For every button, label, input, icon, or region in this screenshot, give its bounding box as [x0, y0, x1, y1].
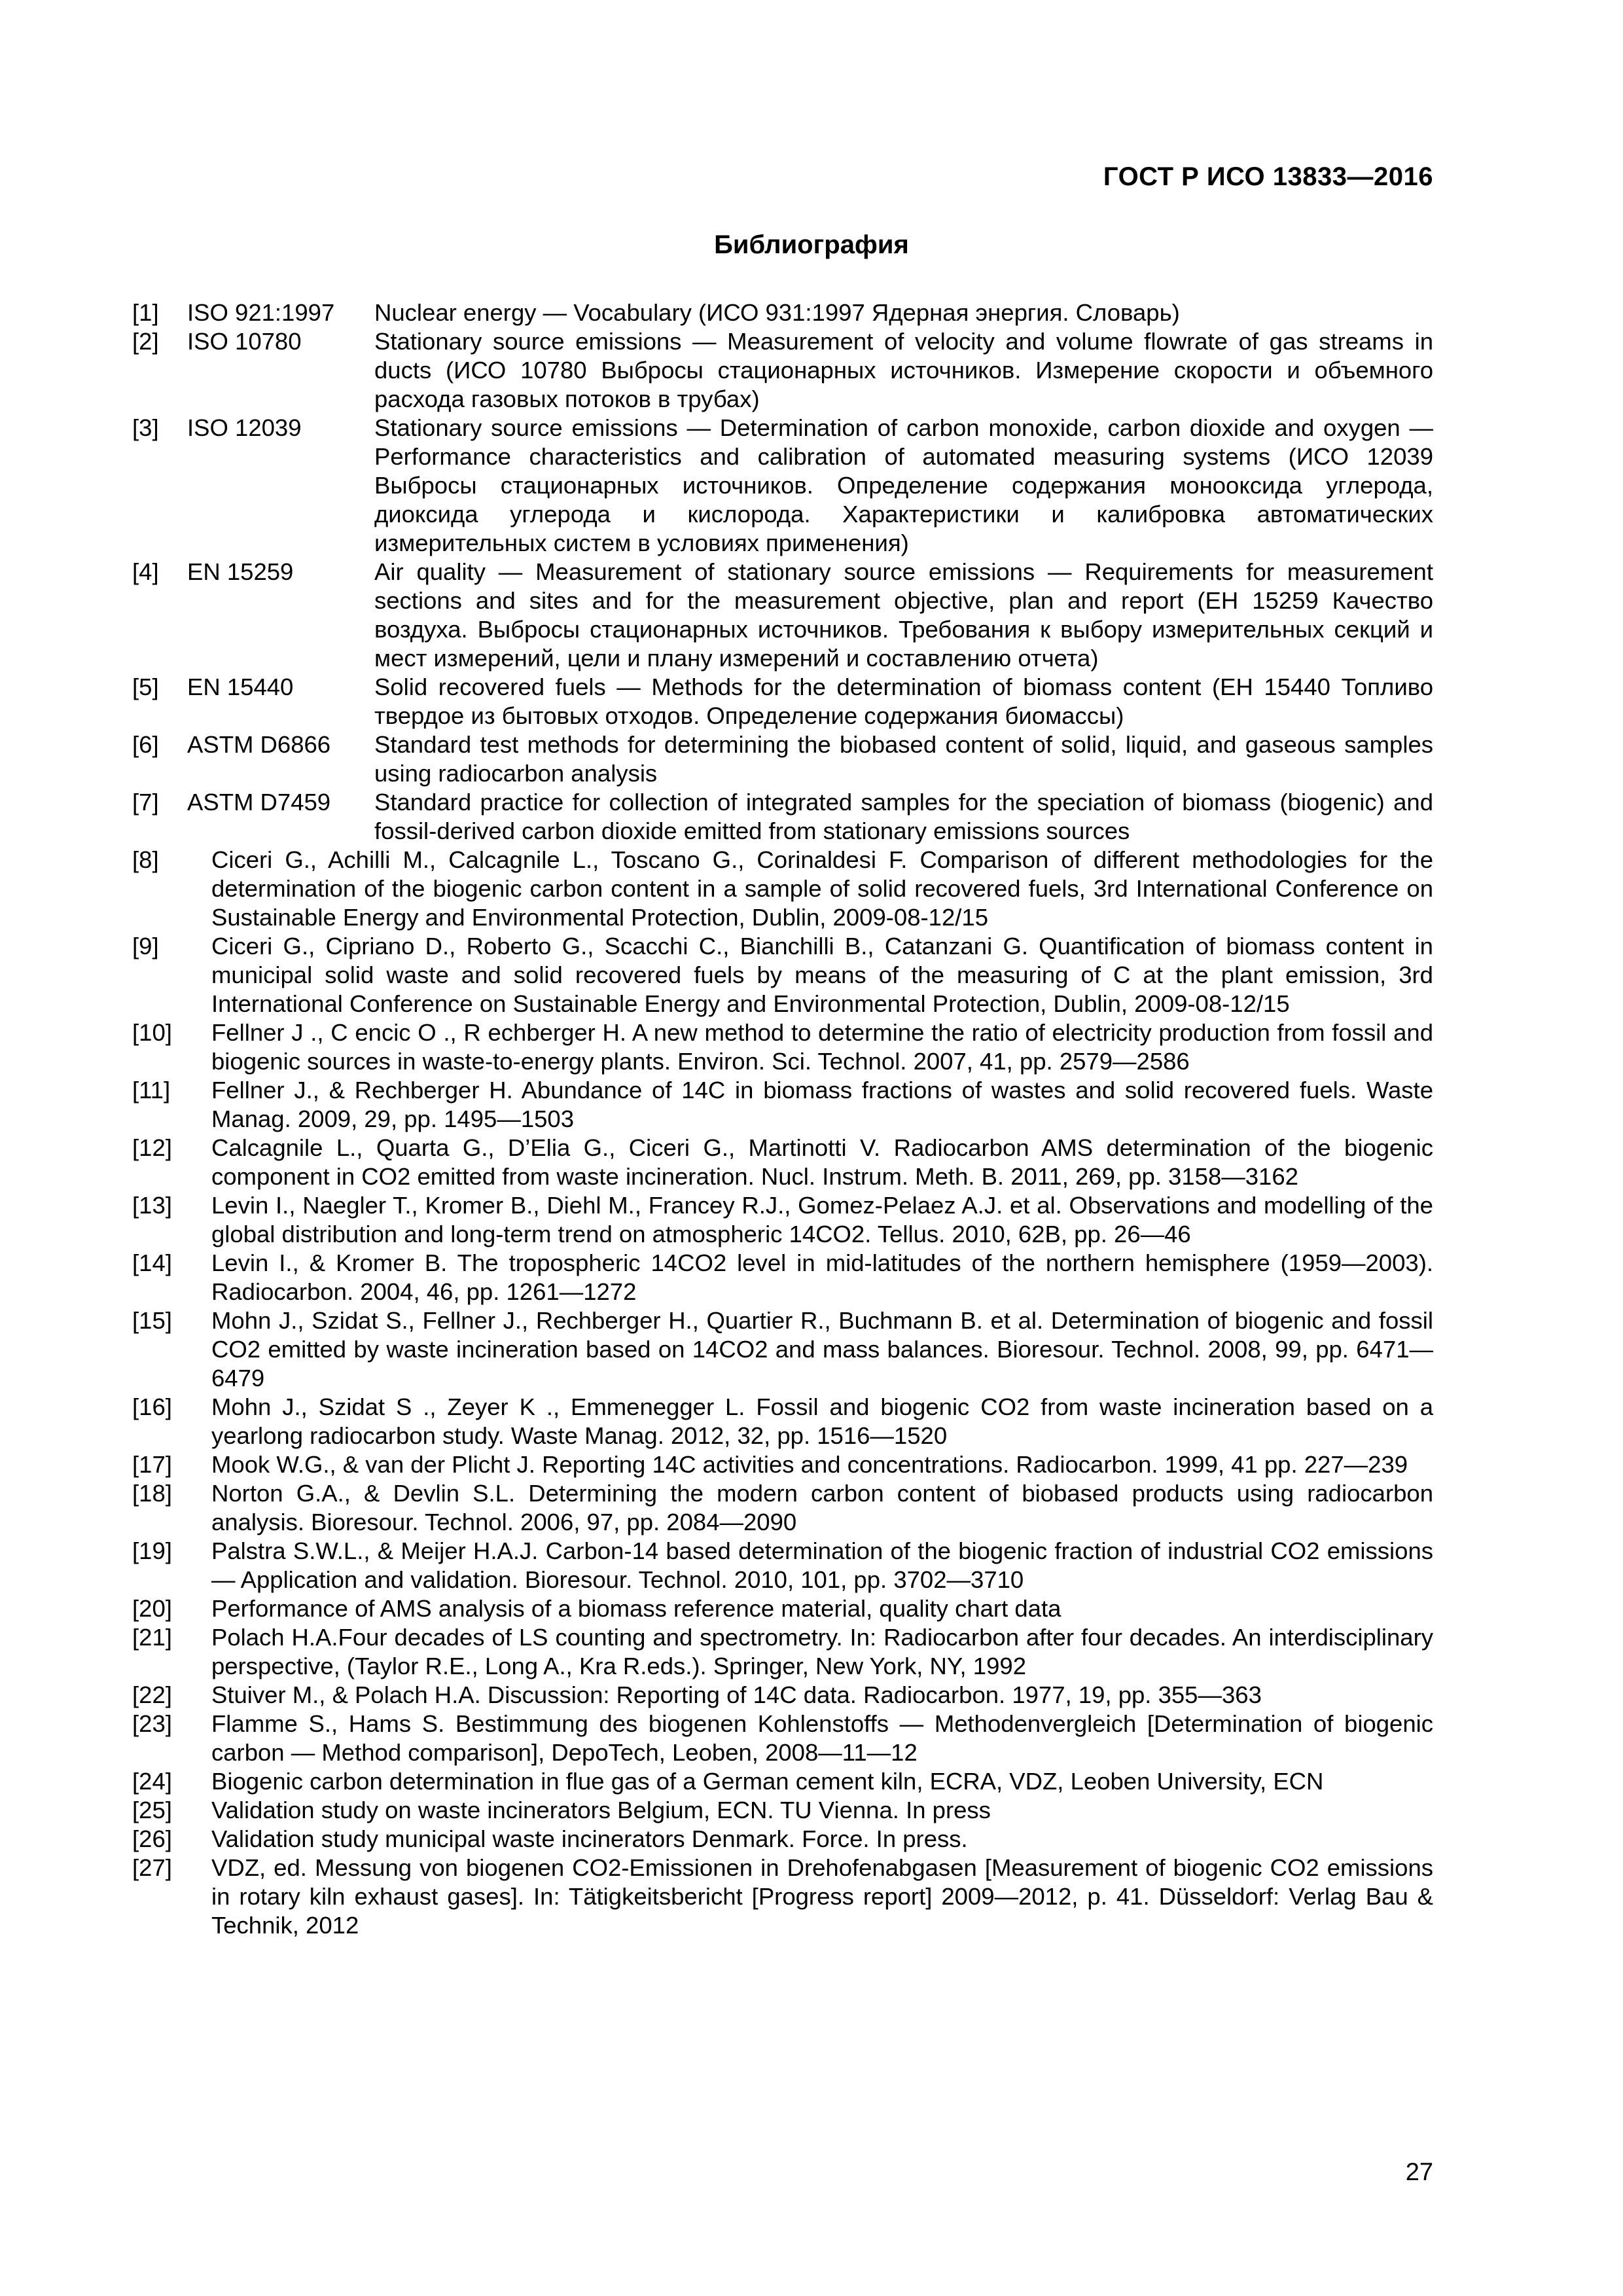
reference-item [132, 1450, 1433, 1479]
reference-code: EN 15440 [187, 673, 294, 700]
reference-text: Validation study municipal waste incinerators Denmark. Force. In press. [211, 1825, 968, 1852]
reference-number: [14] [132, 1249, 172, 1276]
reference-item [132, 298, 1433, 327]
reference-number: [4] [132, 558, 159, 585]
reference-text: Stationary source emissions — Determination of carbon monoxide, carbon dioxide and oxygen — Performance characteristics and calibration of automated measuring systems (ИСО 12039 Выбросы стационарных источников. Определение содержания монооксида углерода, диоксида углерода и кислорода. Характеристики и калибровка автоматических измерительных систем в условиях применения) [374, 414, 1433, 556]
reference-text: Validation study on waste incinerators Belgium, ECN. TU Vienna. In press [211, 1797, 991, 1823]
reference-code: EN 15259 [187, 558, 294, 585]
reference-item [132, 1623, 1433, 1681]
reference-text: VDZ, ed. Messung von biogenen CO2-Emissionen in Drehofenabgasen [Measurement of biogenic CO2 emissions in rotary kiln exhaust gases]. In: Tätigkeitsbericht [Progress report] 2009—2012, p. 41. Düsseldorf: Verlag Bau & Technik, 2012 [211, 1854, 1433, 1939]
reference-item [132, 1018, 1433, 1076]
reference-item [132, 1796, 1433, 1825]
reference-text: Polach H.A.Four decades of LS counting and spectrometry. In: Radiocarbon after four decades. An interdisciplinary perspective, (Taylor R.E., Long A., Kra R.eds.). Springer, New York, NY, 1992 [211, 1624, 1433, 1679]
reference-number: [12] [132, 1134, 172, 1161]
reference-code: ASTM D6866 [187, 731, 331, 758]
reference-item [132, 1479, 1433, 1537]
reference-item [132, 1825, 1433, 1854]
reference-text: Mohn J., Szidat S., Fellner J., Rechberger H., Quartier R., Buchmann B. et al. Determination of biogenic and fossil CO2 emitted by waste incineration based on 14CO2 and mass balances. Bioresour. Technol. 2008, 99, pp. 6471—6479 [211, 1307, 1433, 1391]
reference-text: Biogenic carbon determination in flue gas of a German cement kiln, ECRA, VDZ, Leoben University, ECN [211, 1768, 1324, 1795]
reference-number: [10] [132, 1019, 172, 1046]
reference-number: [25] [132, 1797, 172, 1823]
reference-item [132, 1710, 1433, 1767]
reference-number: [15] [132, 1307, 172, 1334]
reference-text: Stationary source emissions — Measurement of velocity and volume flowrate of gas streams in ducts (ИСО 10780 Выбросы стационарных источников. Измерение скорости и объемного расхода газовых потоков в трубах) [374, 328, 1433, 412]
reference-code: ISO 921:1997 [187, 299, 335, 326]
reference-code: ISO 10780 [187, 328, 302, 355]
reference-text: Palstra S.W.L., & Meijer H.A.J. Carbon-14 based determination of the biogenic fraction of industrial CO2 emissions — Application and validation. Bioresour. Technol. 2010, 101, pp. 3702—3710 [211, 1537, 1433, 1593]
reference-number: [6] [132, 731, 159, 758]
reference-text: Stuiver M., & Polach H.A. Discussion: Reporting of 14C data. Radiocarbon. 1977, 19, pp. 355—363 [211, 1681, 1262, 1708]
reference-code: ASTM D7459 [187, 789, 331, 816]
reference-text: Levin I., & Kromer B. The tropospheric 14CO2 level in mid-latitudes of the northern hemisphere (1959—2003). Radiocarbon. 2004, 46, pp. 1261—1272 [211, 1249, 1433, 1305]
reference-text: Nuclear energy — Vocabulary (ИСО 931:1997 Ядерная энергия. Словарь) [374, 299, 1180, 326]
reference-number: [8] [132, 846, 159, 873]
reference-item [132, 1076, 1433, 1134]
reference-text: Levin I., Naegler T., Kromer B., Diehl M., Francey R.J., Gomez-Pelaez A.J. et al. Observations and modelling of the global distribution and long-term trend on atmospheric 14CO2. Tellus. 2010, 62B, pp. 26—46 [211, 1192, 1433, 1247]
reference-text: Ciceri G., Achilli M., Calcagnile L., Toscano G., Corinaldesi F. Comparison of different methodologies for the determination of the biogenic carbon content in a sample of solid recovered fuels, 3rd International Conference on Sustainable Energy and Environmental Protection, Dublin, 2009-08-12/15 [211, 846, 1433, 931]
reference-text: Flamme S., Hams S. Bestimmung des biogenen Kohlenstoffs — Methodenvergleich [Determination of biogenic carbon — Method comparison], DepoTech, Leoben, 2008—11—12 [211, 1710, 1433, 1766]
reference-item [132, 1191, 1433, 1249]
reference-number: [27] [132, 1854, 172, 1881]
reference-list [132, 298, 1433, 1940]
bibliography-title: Библиография [714, 230, 909, 259]
reference-number: [11] [132, 1077, 171, 1103]
reference-number: [26] [132, 1825, 172, 1852]
reference-item [132, 1681, 1433, 1710]
reference-text: Ciceri G., Cipriano D., Roberto G., Scacchi C., Bianchilli B., Catanzani G. Quantification of biomass content in municipal solid waste and solid recovered fuels by means of the measuring of C at the plant emission, 3rd International Conference on Sustainable Energy and Environmental Protection, Dublin, 2009-08-12/15 [211, 933, 1433, 1017]
reference-number: [17] [132, 1451, 172, 1478]
reference-number: [16] [132, 1393, 172, 1420]
reference-item [132, 730, 1433, 788]
reference-number: [18] [132, 1480, 172, 1507]
reference-number: [13] [132, 1192, 172, 1219]
reference-item [132, 1249, 1433, 1306]
reference-item [132, 932, 1433, 1018]
reference-text: Performance of AMS analysis of a biomass reference material, quality chart data [211, 1595, 1061, 1622]
reference-text: Standard test methods for determining the biobased content of solid, liquid, and gaseous samples using radiocarbon analysis [374, 731, 1433, 787]
reference-text: Norton G.A., & Devlin S.L. Determining the modern carbon content of biobased products using radiocarbon analysis. Bioresour. Technol. 2006, 97, pp. 2084—2090 [211, 1480, 1433, 1535]
reference-item [132, 558, 1433, 673]
reference-item [132, 1306, 1433, 1393]
reference-item [132, 846, 1433, 932]
reference-number: [3] [132, 414, 159, 441]
reference-text: Standard practice for collection of integrated samples for the speciation of biomass (biogenic) and fossil-derived carbon dioxide emitted from stationary emissions sources [374, 789, 1433, 844]
reference-number: [9] [132, 933, 159, 960]
reference-text: Fellner J ., C encic O ., R echberger H. A new method to determine the ratio of electricity production from fossil and biogenic sources in waste-to-energy plants. Environ. Sci. Technol. 2007, 41, pp. 2579—2586 [211, 1019, 1433, 1075]
reference-item [132, 673, 1433, 730]
reference-number: [19] [132, 1537, 172, 1564]
reference-number: [21] [132, 1624, 172, 1651]
reference-item [132, 1393, 1433, 1450]
reference-text: Mohn J., Szidat S ., Zeyer K ., Emmenegger L. Fossil and biogenic CO2 from waste incineration based on a yearlong radiocarbon study. Waste Manag. 2012, 32, pp. 1516—1520 [211, 1393, 1433, 1449]
reference-text: Air quality — Measurement of stationary source emissions — Requirements for measurement sections and sites and for the measurement objective, plan and report (ЕН 15259 Качество воздуха. Выбросы стационарных источников. Требования к выбору измерительных секций и мест измерений, цели и плану измерений и составлению отчета) [374, 558, 1433, 672]
standard-designation: ГОСТ Р ИСО 13833—2016 [1103, 162, 1433, 191]
reference-item [132, 1134, 1433, 1191]
reference-item [132, 1854, 1433, 1940]
reference-number: [1] [132, 299, 159, 326]
reference-number: [5] [132, 673, 159, 700]
page-number: 27 [1405, 2159, 1433, 2186]
reference-text: Calcagnile L., Quarta G., D’Elia G., Ciceri G., Martinotti V. Radiocarbon AMS determination of the biogenic component in CO2 emitted from waste incineration. Nucl. Instrum. Meth. B. 2011, 269, pp. 3158—3162 [211, 1134, 1433, 1190]
reference-number: [22] [132, 1681, 172, 1708]
reference-text: Solid recovered fuels — Methods for the determination of biomass content (ЕН 15440 Топливо твердое из бытовых отходов. Определение содержания биомассы) [374, 673, 1433, 729]
reference-number: [2] [132, 328, 159, 355]
reference-item [132, 1537, 1433, 1594]
reference-item [132, 414, 1433, 558]
reference-number: [7] [132, 789, 159, 816]
reference-item [132, 1594, 1433, 1623]
reference-item [132, 1767, 1433, 1796]
reference-code: ISO 12039 [187, 414, 302, 441]
reference-number: [24] [132, 1768, 172, 1795]
reference-number: [20] [132, 1595, 172, 1622]
reference-item [132, 327, 1433, 414]
reference-text: Mook W.G., & van der Plicht J. Reporting 14C activities and concentrations. Radiocarbon. 1999, 41 pp. 227—239 [211, 1451, 1408, 1478]
reference-item [132, 788, 1433, 846]
reference-number: [23] [132, 1710, 172, 1737]
reference-text: Fellner J., & Rechberger H. Abundance of 14C in biomass fractions of wastes and solid recovered fuels. Waste Manag. 2009, 29, pp. 1495—1503 [211, 1077, 1433, 1132]
